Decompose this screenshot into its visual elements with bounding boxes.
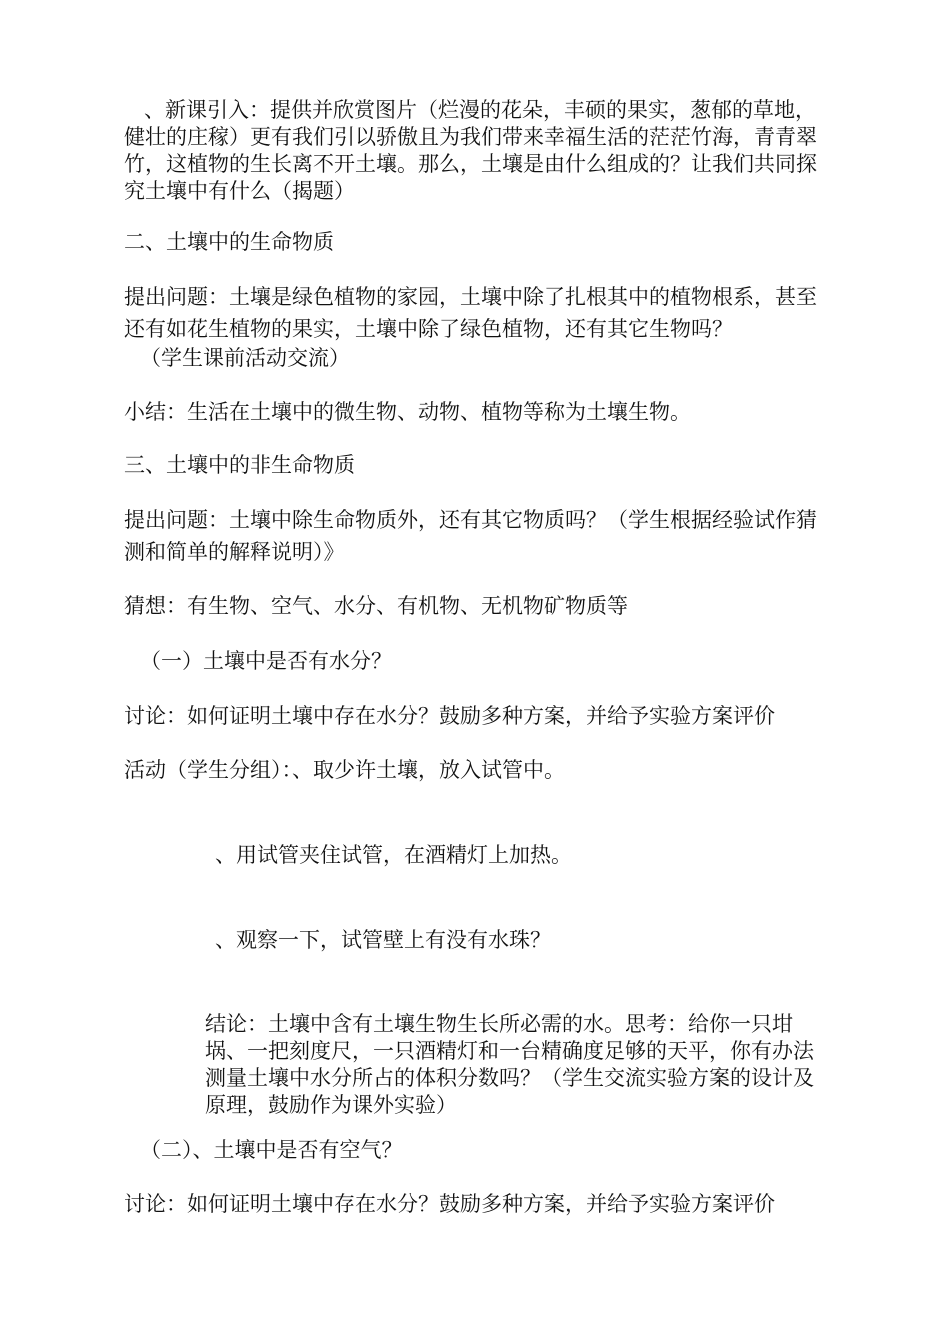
heading-air-section: （二）、土壤中是否有空气？ — [140, 1138, 403, 1162]
paragraph-activity-step1: 活动（学生分组）：、取少许土壤，放入试管中。 — [124, 758, 565, 782]
paragraph-student-exchange: （学生课前活动交流） — [140, 346, 350, 370]
paragraph-question-nonliving: 提出问题：土壤中除生命物质外，还有其它物质吗？（学生根据经验试作猜测和简单的解释说明）》 — [124, 508, 817, 564]
paragraph-conclusion-water: 结论：土壤中含有土壤生物生长所必需的水。思考：给你一只坩埚、一把刻度尺，一只酒精灯和一台精确度足够的天平，你有办法测量土壤中水分所占的体积分数吗？（学生交流实验方案的设计及原理，鼓励作为课外实验） — [205, 1012, 814, 1117]
paragraph-activity-step2: 、用试管夹住试管，在酒精灯上加热。 — [215, 843, 572, 867]
paragraph-discussion-air: 讨论：如何证明土壤中存在水分？鼓励多种方案，并给予实验方案评价 — [124, 1192, 775, 1216]
paragraph-summary: 小结：生活在土壤中的微生物、动物、植物等称为土壤生物。 — [124, 400, 691, 424]
paragraph-hypothesis: 猜想：有生物、空气、水分、有机物、无机物矿物质等 — [124, 594, 628, 618]
paragraph-discussion-water: 讨论：如何证明土壤中存在水分？鼓励多种方案，并给予实验方案评价 — [124, 704, 775, 728]
paragraph-activity-step3: 、观察一下，试管壁上有没有水珠？ — [215, 928, 551, 952]
paragraph-intro: 、新课引入：提供并欣赏图片（烂漫的花朵，丰硕的果实，葱郁的草地，健壮的庄稼）更有我们引以骄傲且为我们带来幸福生活的茫茫竹海，青青翠竹，这植物的生长离不开土壤。那么，土壤是由什么组成的？让我们共同探究土壤中有什么（揭题） — [124, 98, 817, 203]
heading-water-section: （一）土壤中是否有水分？ — [140, 649, 392, 673]
heading-nonliving-matter: 三、土壤中的非生命物质 — [124, 453, 355, 477]
heading-living-matter: 二、土壤中的生命物质 — [124, 230, 334, 254]
paragraph-question-living: 提出问题：土壤是绿色植物的家园，土壤中除了扎根其中的植物根系，甚至还有如花生植物的果实，土壤中除了绿色植物，还有其它生物吗？ — [124, 285, 817, 341]
